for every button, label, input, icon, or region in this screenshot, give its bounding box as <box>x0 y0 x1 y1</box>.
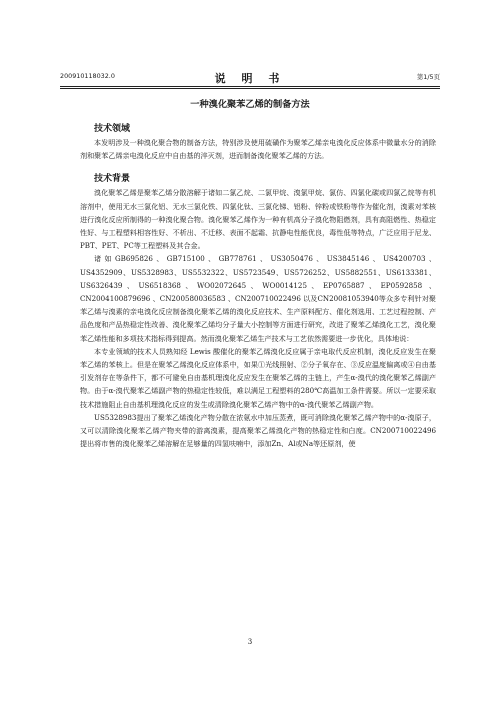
background-paragraph-2: 诸如GB695826、GB715100、GB778761、US3050476、US3845146、US4200703、US4352909、US5328983、US5532322、US5723549、US5726252、US5882551、US6133381、US6326439、US6518368、WO02072645、WO0014125、EP0765887、EP0592858 、CN2004100879696 、CN200580036583 、CN200710022496 以及CN20081053940等众多专利针对聚苯乙烯与溴素的亲电溴化反应制备溴化聚苯乙烯的溴化反应技术、生产原料配方、催化剂选用、工艺过程控制、产品色度和产品热稳定性改善、溴化聚苯乙烯均分子量大小控制等方面进行研究，改进了聚苯乙烯溴化工艺，溴化聚苯乙烯性能和多项技术指标得到提高。然而溴化聚苯乙烯生产技术与工艺依然需要进一步优化，具体地说： <box>80 254 436 343</box>
document-body <box>80 118 436 450</box>
page-count: 第1/5页 <box>416 73 440 81</box>
header-rule-bottom <box>60 88 440 89</box>
section-heading-background: 技术背景 <box>94 174 131 185</box>
page-number: 3 <box>247 638 253 646</box>
page-header <box>60 70 440 84</box>
field-paragraph: 本发明涉及一种溴化聚合物的制备方法，特别涉及使用硫磺作为聚苯乙烯亲电溴化反应体系中微量水分的消除剂和聚苯乙烯亲电溴化反应中自由基的淬灭剂，进而制备溴化聚苯乙烯的方法。 <box>80 138 436 161</box>
background-paragraph-3: 本专业领域的技术人员熟知经 Lewis 酸催化的聚苯乙烯溴化反应属于亲电取代反应机制，溴化反应发生在聚苯乙烯的苯核上。但是在聚苯乙烯溴化反应体系中，如果①光线照射、②分子氧存在、③反应温度偏离或④自由基引发剂存在等条件下，都不可避免自由基机理溴化反应发生在聚苯乙烯的主链上，产生α-溴代的溴化聚苯乙烯副产物。由于α-溴代聚苯乙烯副产物的热稳定性较低，难以满足工程塑料的280℃高温加工条件需要。所以一定要采取技术措施阻止自由基机理溴化反应的发生或清除溴化聚苯乙烯产物中的α-溴代聚苯乙烯副产物。 <box>80 346 436 409</box>
document-number: 200910118032.0 <box>60 72 115 80</box>
document-type-title: 说 明 书 <box>214 72 286 85</box>
header-rule-top <box>60 86 440 87</box>
section-heading-field: 技术领域 <box>94 124 131 134</box>
invention-title: 一种溴化聚苯乙烯的制备方法 <box>190 99 310 110</box>
background-paragraph-4: US5328983提出了聚苯乙烯溴化产物分散在浓氨水中加压蒸煮，既可消除溴化聚苯乙烯产物中的α-溴原子，又可以清除溴化聚苯乙烯产物夹带的游离溴素，提高聚苯乙烯溴化产物的热稳定性和白度。CN200710022496提出将市售的溴化聚苯乙烯溶解在足够量的四氢呋喃中，添加Zn、Al或Na等还原剂，使 <box>80 412 436 449</box>
background-paragraph-1: 溴化聚苯乙烯是聚苯乙烯分散溶解于诸如二氯乙烷、二氯甲烷、溴氯甲烷、氯仿、四氯化碳或四氯乙烷等有机溶剂中，使用无水三氯化铝、无水三氯化铁、四氯化钛、三氯化锑、铝粉、锌粉或铁粉等作为催化剂，溴素对苯核进行溴化反应所制得的一种溴化聚合物。溴化聚苯乙烯作为一种有机高分子溴化物阻燃剂，具有高阻燃性、热稳定性好、与工程塑料相容性好、不析出、不迁移、表面不起霜、抗静电性能优良，毒性低等特点，广泛应用于尼龙、PBT、PET、PC等工程塑料及其合金。 <box>80 188 436 251</box>
